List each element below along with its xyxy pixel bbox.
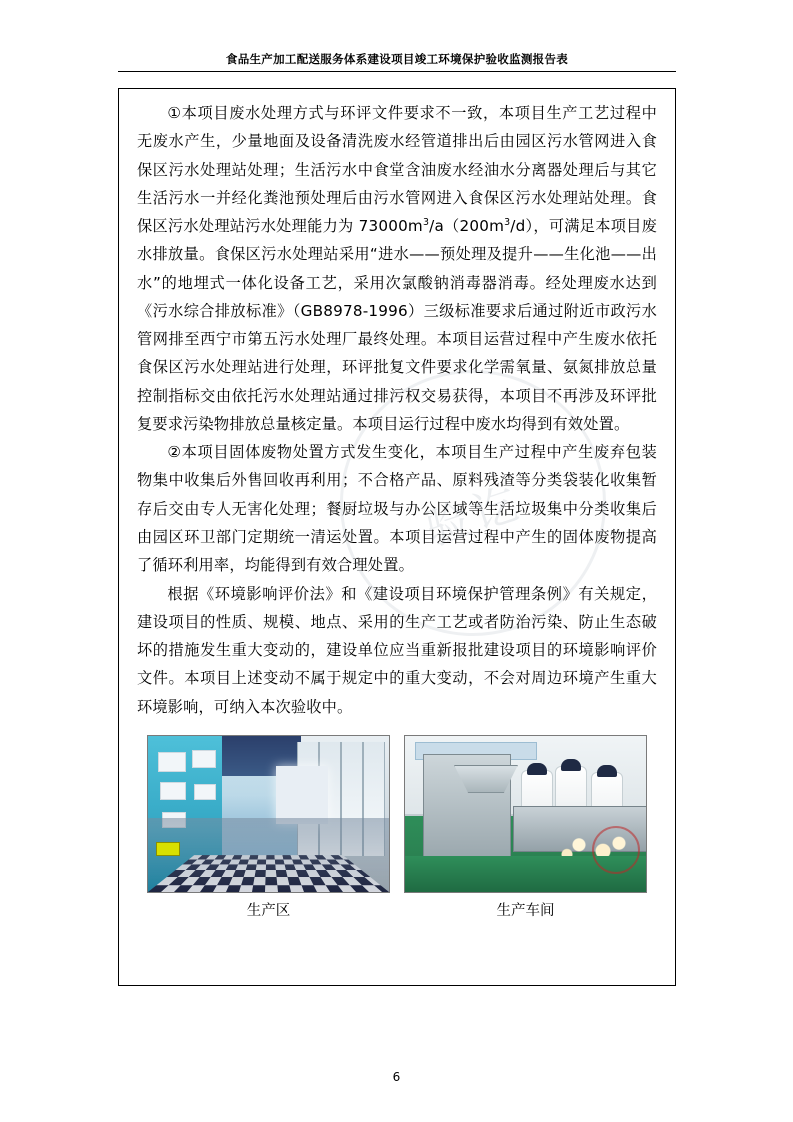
corridor-far-end [276, 766, 328, 824]
figure-row [137, 735, 657, 921]
glass-pane [341, 742, 363, 856]
seal-mark [592, 826, 640, 874]
page-header [118, 52, 676, 72]
photo-production-area [147, 735, 390, 893]
machine-hopper [454, 765, 518, 793]
wall-sign [156, 842, 180, 856]
watermark-text: 验讫 [418, 476, 530, 556]
wall-card [194, 784, 216, 800]
paragraph-solid-waste: ②本项目固体废物处置方式发生变化，本项目生产过程中产生废弃包装物集中收集后外售回收再利用；不合格产品、原料残渣等分类袋装化收集暂存后交由专人无害化处理；餐厨垃圾与办公区域等生活垃圾集中分类收集后由园区环卫部门定期统一清运处置。本项目运营过程中产生的固体废物提高了循环利用率，均能得到有效合理处置。 [137, 443, 657, 575]
worker-hat [561, 759, 581, 771]
figure-production-area [147, 735, 390, 921]
glass-pane [363, 742, 385, 856]
figure-caption: 生产区 [246, 902, 291, 919]
photo-workshop [404, 735, 647, 893]
wall-card [162, 812, 186, 828]
worker-hat [597, 765, 617, 777]
page-number: 6 [392, 1070, 401, 1084]
figure-caption: 生产车间 [496, 902, 555, 919]
wall-card [158, 752, 186, 772]
paragraph-wastewater: ①本项目废水处理方式与环评文件要求不一致，本项目生产工艺过程中无废水产生，少量地面及设备清洗废水经管道排出后由园区污水管网进入食保区污水处理站处理；生活污水中食堂含油废水经油水分离器处理后与其它生活污水一并经化粪池预处理后由污水管网进入食保区污水处理站处理。食保区污水处理站污水处理能力为 $73000m^3/a(200m^3/d)$，可满足本项目废水排放量。食保区污水处理站采用“进水——预处理及提升——生化池——出水”的地埋式一体化设备工艺，采用次氯酸钠消毒器消毒。经处理废水达到《污水综合排放标准》（GB8978-1996）三级标准要求后通过附近市政污水管网排至西宁市第五污水处理厂最终处理。本项目运营过程中产生废水依托食保区污水处理站进行处理，环评批复文件要求化学需氧量、氨氮排放总量控制指标交由依托污水处理站通过排污权交易获得，本项目不再涉及环评批复要求污染物排放总量核定量。本项目运行过程中废水均得到有效处置。 [137, 104, 658, 433]
wall-card [192, 750, 216, 768]
header-title: 食品生产加工配送服务体系建设项目竣工环境保护验收监测报告表 [225, 52, 569, 66]
paragraph-regulation: 根据《环境影响评价法》和《建设项目环境保护管理条例》有关规定，建设项目的性质、规模、地点、采用的生产工艺或者防治污染、防止生态破坏的措施发生重大变动的，建设单位应当重新报批建设项目的环境影响评价文件。本项目上述变动不属于规定中的重大变动，不会对周边环境产生重大环境影响，可纳入本次验收中。 [137, 584, 657, 716]
figure-workshop [404, 735, 647, 921]
worker-hat [527, 763, 547, 775]
page-footer [0, 1070, 793, 1084]
header-divider [118, 71, 676, 72]
content-box [118, 88, 676, 986]
wall-card [160, 782, 186, 800]
processing-machine [423, 754, 511, 860]
